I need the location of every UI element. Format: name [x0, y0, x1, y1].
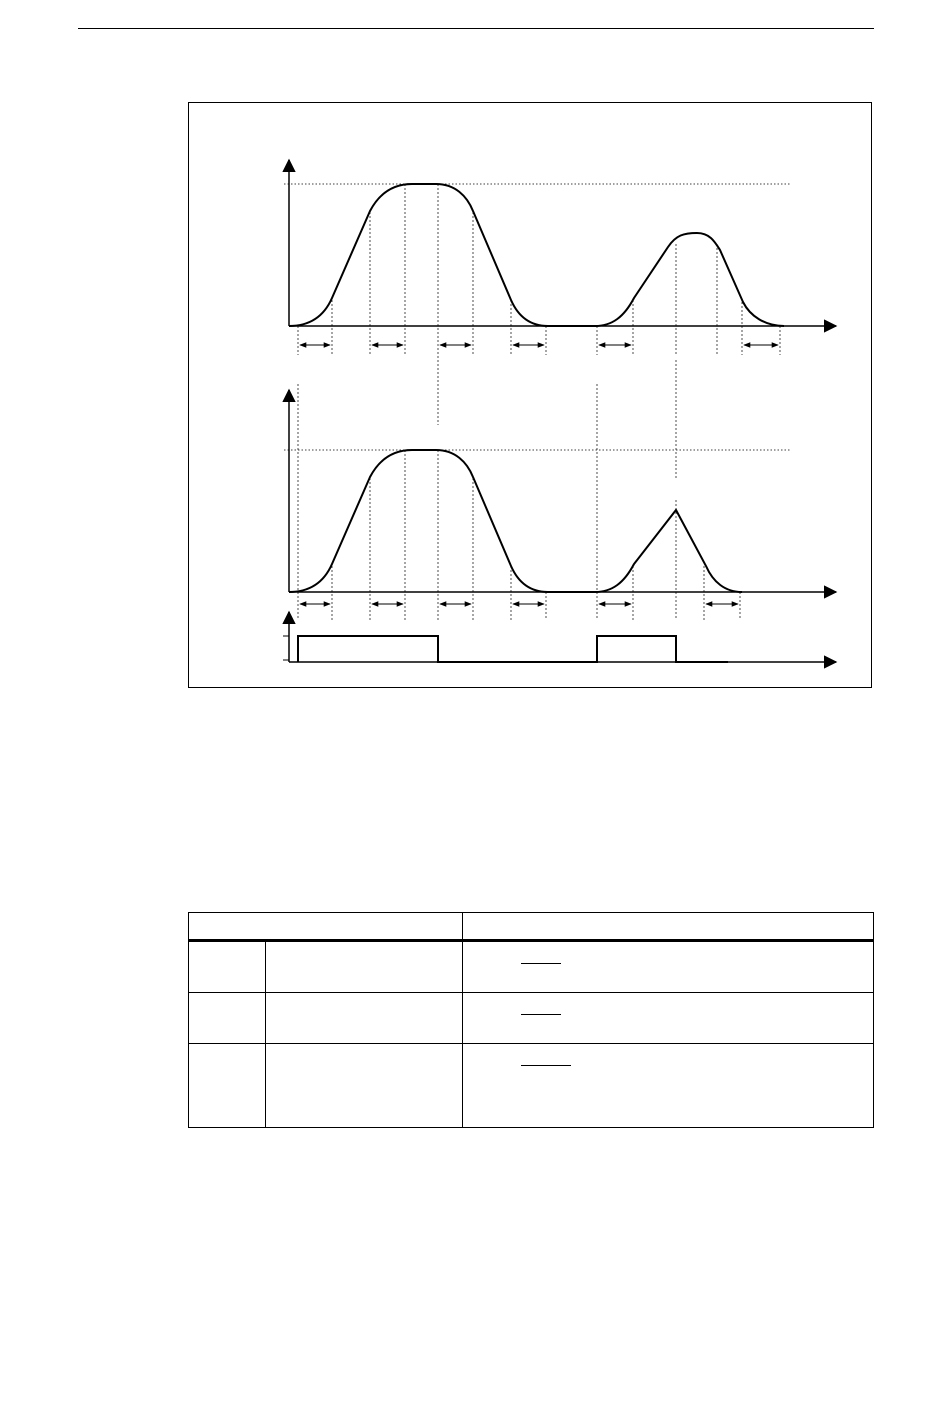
table-header-formula — [463, 913, 874, 941]
lower-profile-curve — [289, 450, 742, 592]
table-row-key — [189, 941, 266, 993]
upper-guide-lines — [298, 184, 780, 425]
table-row — [189, 941, 874, 993]
fraction-bar — [521, 963, 561, 964]
upper-plot — [284, 160, 836, 425]
table-row-name — [266, 941, 463, 993]
table-row-key — [189, 1044, 266, 1128]
signal-pulse-train — [298, 636, 728, 662]
upper-profile-curve — [289, 184, 784, 326]
table-row-name — [266, 1044, 463, 1128]
table-row — [189, 1044, 874, 1128]
table-row-formula — [463, 941, 874, 993]
table-row — [189, 993, 874, 1044]
lower-plot — [284, 360, 836, 620]
signal-plot — [283, 612, 836, 662]
table-row-key — [189, 993, 266, 1044]
table-row-formula — [463, 993, 874, 1044]
table-row-formula — [463, 1044, 874, 1128]
parameter-table — [188, 912, 874, 1128]
fraction-bar — [521, 1065, 571, 1066]
table-header-parameter — [189, 913, 463, 941]
fraction-bar — [521, 1014, 561, 1015]
table-row-name — [266, 993, 463, 1044]
